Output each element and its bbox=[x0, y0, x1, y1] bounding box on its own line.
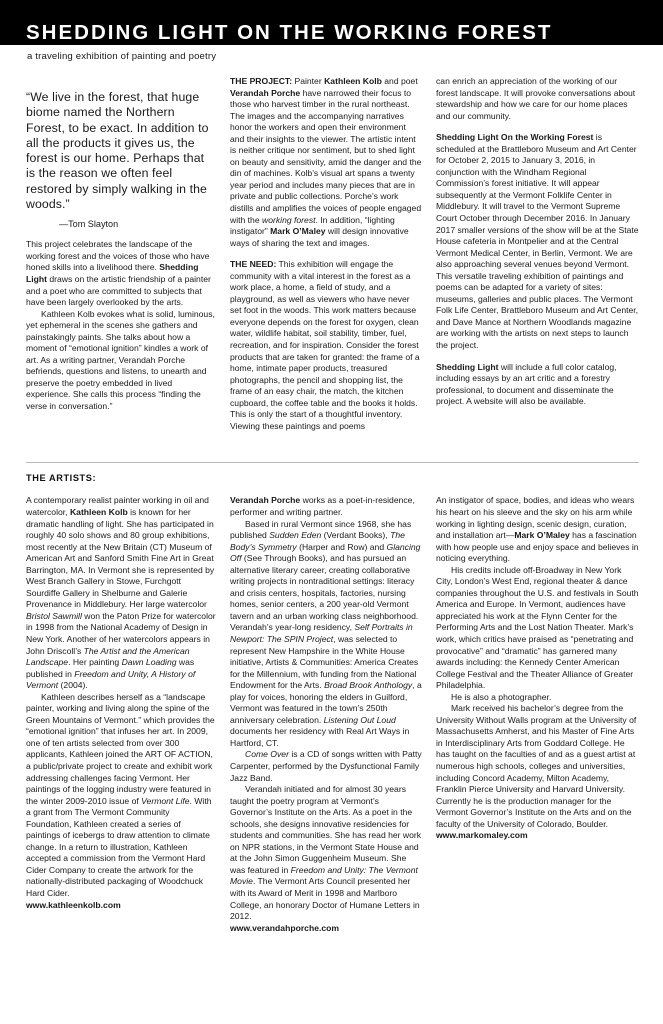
column-artist-porche bbox=[230, 495, 436, 934]
page-subtitle: a traveling exhibition of painting and poetry bbox=[27, 51, 217, 62]
omaley-p4-text: Mark received his bachelor’s degree from the University Without Walls program at the University of Massachusetts Amherst, and his Master of Fine Arts in Interdisciplinary Arts from Goddard College. He has taught on the faculties of and as a guest artist at numerous high schools, colleges and universities, including Concord Academy, Milton Academy, Franklin Pierce University and Harvard University. Currently he is the production manager for the Vermont Governor’s Institute on the Arts and on the faculty of the University of Colorado, Boulder. bbox=[436, 703, 637, 829]
project-name-omaley: Mark O’Maley bbox=[270, 226, 326, 237]
intro-p1-c: draws on the artistic friendship of a painter and a poet who are committed to subjects that have been largely overlooked by the arts. bbox=[26, 274, 211, 308]
kolb-p1-b: is known for her dramatic handling of light. She has participated in roughly 40 solo shows and 80 group exhibitions, most recently at the New Britain (CT) Museum of American Art and Sanford Smith Fine Art in Great Barrington, MA. In Vermont she is represented by West Branch Gallery in Stowe, Furchgott Sourdiffe Gallery in Shelburne and Galerie Provenance in Middlebury. Her large watercolor bbox=[26, 506, 215, 610]
section-divider bbox=[26, 462, 639, 463]
column-left-top bbox=[26, 62, 230, 432]
kolb-name: Kathleen Kolb bbox=[69, 506, 128, 517]
artists-columns bbox=[0, 495, 663, 934]
project-name-kolb: Kathleen Kolb bbox=[324, 76, 382, 86]
project-label: THE PROJECT: bbox=[230, 76, 293, 86]
catalog-paragraph bbox=[436, 362, 639, 408]
artists-heading: THE ARTISTS: bbox=[26, 473, 97, 484]
porche-p2-d: (See Through Books), and has pursued an alternative literary career, creating collaborative writing projects in nontraditional settings: literacy and crisis centers, hospitals, factories, nursing homes, senior centers, a 200 year-old Vermont tavern and an urban working class neighborhood. Verandah’s year-long residency, bbox=[230, 553, 419, 633]
porche-p2-a: Based in rural Vermont since 1968, she has published bbox=[230, 518, 412, 541]
column-middle-top bbox=[230, 62, 436, 432]
kolb-p2-b: . With a grant from The Vermont Community Foundation, Kathleen created a series of paintings of icebergs to draw attention to climate change. In a return to illustration, Kathleen accepted a commission from the Vermont Hard Cider Company to create the artwork for the nationally-distributed packaging of Woodchuck Hard Cider. bbox=[26, 795, 212, 898]
intro-p1-bold: Shedding Light bbox=[26, 262, 199, 285]
catalog-body: will include a full color catalog, including essays by an art critic and a forestry professional, to document and disseminate the project. A website will also be available. bbox=[436, 361, 617, 407]
project-name-porche: Verandah Porche bbox=[230, 87, 301, 98]
top-columns bbox=[0, 62, 663, 432]
porche-paragraph-4 bbox=[230, 784, 422, 923]
kolb-italic-freedom-and-unity: Freedom and Unity, A History of Vermont bbox=[26, 668, 196, 691]
porche-p4-b: . The Vermont Arts Council presented her with its Award of Merit in 1998 and Marlboro College, an honorary Doctor of Humane Letters in 2012. bbox=[230, 876, 420, 922]
porche-p2-f: , a play for voices, honoring the elders in Guilford, Vermont was featured in the town’s 250th anniversary celebration. bbox=[230, 680, 422, 725]
column-right-top bbox=[436, 62, 639, 432]
porche-p2-e: , was selected to represent New Hampshire in the White House initiative, Artists & Communities: America Creates for the Millennium, with funding from the National Endowment for the Arts. bbox=[230, 633, 419, 691]
porche-italic-bodys-symmetry: The Body’s Symmetry bbox=[230, 530, 405, 552]
kolb-p2-a: Kathleen describes herself as a “landscape painter, working and living along the spine of the Green Mountains of Vermont.” which provides the “emotional ignition” that infuses her art. In 2009, one of ten artists selected from over 300 applicants, Kathleen joined the ART OF ACTION, a public/private project to create and exhibit work addressing challenges facing Vermont. Her paintings of the logging industry were featured in the winter 2009-2010 issue of bbox=[26, 691, 215, 806]
schedule-paragraph bbox=[436, 132, 639, 351]
kolb-p1-e: was published in bbox=[26, 657, 195, 679]
omaley-p1-b: has a fascination with how people use and enjoy space and believes in noticing everything. bbox=[436, 530, 639, 564]
porche-italic-glancing-off: Glancing Off bbox=[230, 541, 421, 564]
omaley-paragraph-3: He is also a photographer. bbox=[451, 691, 552, 702]
kolb-paragraph-1 bbox=[26, 495, 216, 691]
project-t2: and poet bbox=[381, 76, 418, 86]
omaley-name: Mark O’Maley bbox=[514, 530, 570, 541]
pull-quote-attribution: —Tom Slayton bbox=[59, 219, 119, 230]
kolb-p1-c: won the Paton Prize for watercolor in 1998 from the National Academy of Design in New York. Another of her watercolors appears in John Driscoll’s bbox=[26, 610, 216, 656]
catalog-title: Shedding Light bbox=[436, 361, 499, 372]
schedule-body: is scheduled at the Brattleboro Museum and Art Center for October 2, 2015 to January 3, 2016, in conjunction with the Windham Regional Commission’s forest initiative. It will appear subsequently at the Vermont Folklife Center in Middlebury. It will travel to the Vermont Supreme Court October through December 2016. In January 2017 smaller versions of the show will be at the State House cafeteria in Montpelier and at the Central Vermont Medical Center, in Berlin, Vermont. We are also approaching several venues beyond Vermont. This versatile traveling exhibition of paintings and poems can be adapted for a variety of sites: museums, galleries and public places. The Vermont Folk Life Center, Brattleboro Museum and Art Center, and Dave Mance at Northern Woodlands magazine are working with the artists on next steps to launch the project. bbox=[436, 132, 639, 351]
kolb-website[interactable]: www.kathleenkolb.com bbox=[26, 899, 121, 910]
project-paragraph bbox=[230, 76, 422, 249]
omaley-paragraph-1 bbox=[436, 495, 639, 564]
omaley-paragraph-4 bbox=[436, 703, 639, 842]
project-t1: Painter bbox=[292, 76, 325, 86]
project-italic-working-forest: working forest bbox=[262, 214, 316, 225]
omaley-p1-a: An instigator of space, bodies, and ideas who wears his heart on his sleeve and the sky on his arm while working in lighting design, scenic design, curation, and installation art— bbox=[436, 495, 635, 541]
kolb-italic-dawn-loading: Dawn Loading bbox=[121, 657, 177, 668]
schedule-title: Shedding Light On the Working Forest bbox=[436, 132, 594, 143]
project-t4: . In addition, “lighting instigator” bbox=[230, 214, 395, 237]
column-artist-omaley bbox=[436, 495, 639, 934]
omaley-paragraph-2: His credits include off-Broadway in New York City, London’s West End, regional theater & dance companies throughout the U.S. and festivals in South America and Europe. In Vermont, audiences have appreciated his work at the Flynn Center for the Performing Arts and the Lost Nation Theater. Mark’s work, which critics have praised as “penetrating and provocative” and “dramatic” has garnered many awards including: the Kennedy Center American College Festival and the Theater Alliance of Greater Philadelphia. bbox=[436, 564, 639, 691]
porche-paragraph-1 bbox=[230, 495, 422, 518]
porche-italic-come-over: Come Over bbox=[245, 749, 289, 760]
intro-p1-a: This project celebrates the landscape of the working forest and the voices of those who have honed skills into a livelihood there. bbox=[26, 239, 210, 273]
porche-p4-a: Verandah initiated and for almost 30 years taught the poetry program at Vermont’s Governor’s Institute on the Arts. As a poet in the schools, she designs innovative residencies for students and communities. She has read her work on NPR stations, in the Vermont State House and at the John Simon Guggenheim Museum. She was featured in bbox=[230, 784, 422, 875]
kolb-italic-artist-american-landscape: The Artist and the American Landscape bbox=[26, 645, 190, 668]
porche-italic-sudden-eden: Sudden Eden bbox=[269, 530, 322, 541]
porche-italic-listening-out-loud: Listening Out Loud bbox=[323, 714, 396, 725]
porche-p2-b: (Verdant Books), bbox=[321, 530, 391, 541]
intro-paragraph-1 bbox=[26, 239, 216, 308]
porche-p2-g: documents her residency with Real Art Ways in Hartford, CT. bbox=[230, 726, 410, 748]
porche-italic-broad-brook-anthology: Broad Brook Anthology bbox=[324, 680, 413, 691]
need-label: THE NEED: bbox=[230, 259, 277, 270]
porche-p1-a: works as a poet-in-residence, performer and writing partner. bbox=[230, 495, 415, 517]
porche-p3-a: is a CD of songs written with Patty Carpenter, performed by the Dysfunctional Family Jazz Band. bbox=[230, 749, 422, 783]
need-paragraph bbox=[230, 259, 422, 432]
porche-paragraph-3 bbox=[230, 749, 422, 784]
kolb-p1-f: (2004). bbox=[58, 680, 88, 691]
porche-paragraph-2 bbox=[230, 519, 422, 750]
porche-italic-spin-project: Self Portraits in Newport: The SPIN Project bbox=[230, 622, 413, 644]
kolb-paragraph-2 bbox=[26, 692, 216, 900]
need-body: This exhibition will engage the community with a vital interest in the forest as a work place, a home, a field of study, and a playground, as well as viewers who have never set foot in the woods. This work matters because everyone depends on the forest for oxygen, clean water, wildlife habitat, soil stability, timber, fuel, recreation, and for inspiration. Consider the forest products that are taken for granted: the frame of a home, intimate paper products, treasured photographs, the pencil and shopping list, the frame of an easy chair, the match, the kitchen cupboard, the coffee table and the books it holds. This is only the start of a thoughtful inventory. Viewing these paintings and poems bbox=[230, 259, 420, 431]
kolb-italic-vermont-life: Vermont Life bbox=[141, 795, 190, 806]
porche-italic-vermont-movie: Freedom and Unity: The Vermont Movie bbox=[230, 864, 418, 887]
kolb-p1-a: A contemporary realist painter working in oil and watercolor, bbox=[26, 495, 209, 517]
project-t5: will design innovative ways of sharing the text and images. bbox=[230, 226, 409, 248]
porche-p2-c: (Harper and Row) and bbox=[296, 541, 387, 552]
kolb-italic-bristol-sawmill: Bristol Sawmill bbox=[26, 610, 82, 621]
omaley-website[interactable]: www.markomaley.com bbox=[436, 830, 528, 841]
kolb-p1-d: . Her painting bbox=[68, 657, 122, 668]
porche-website[interactable]: www.verandahporche.com bbox=[230, 922, 340, 933]
page-title: SHEDDING LIGHT ON THE WORKING FOREST bbox=[26, 20, 553, 44]
pull-quote: “We live in the forest, that huge biome named the Northern Forest, to be exact. In addition to all the products it gives us, the forest is our home. Perhaps that is the reason we often feel restored by simply walking in the woods.” bbox=[26, 90, 209, 212]
column-artist-kolb bbox=[26, 495, 230, 934]
porche-name: Verandah Porche bbox=[230, 495, 301, 506]
header-band bbox=[0, 0, 663, 45]
project-t3: have narrowed their focus to those who harvest timber in the rural northeast. The images and the accompanying narratives honor the workers and open their environment and their insights to the viewer. The artistic intent is neither critique nor sentiment, but to shed light on beauty and sensitivity, amid the danger and the din of machines. Kolb’s visual art spans a twenty year period and includes many pieces that are in private and public collections. Porche’s work distills and amplifies the voices of people engaged with the bbox=[230, 87, 422, 225]
right-continuation-paragraph: can enrich an appreciation of the working of our forest landscape. It will provoke conversations about stewardship and how we care for our home places and our community. bbox=[436, 76, 636, 121]
intro-paragraph-2: Kathleen Kolb evokes what is solid, luminous, yet ephemeral in the scenes she gathers and painstakingly paints. She talks about how a moment of “emotional ignition” kindles a work of art. As a writing partner, Verandah Porche befriends, questions and listens, to unearth and preserve the poetry embedded in lived experience. She calls this process “finding the verse in conversation.” bbox=[26, 308, 215, 412]
